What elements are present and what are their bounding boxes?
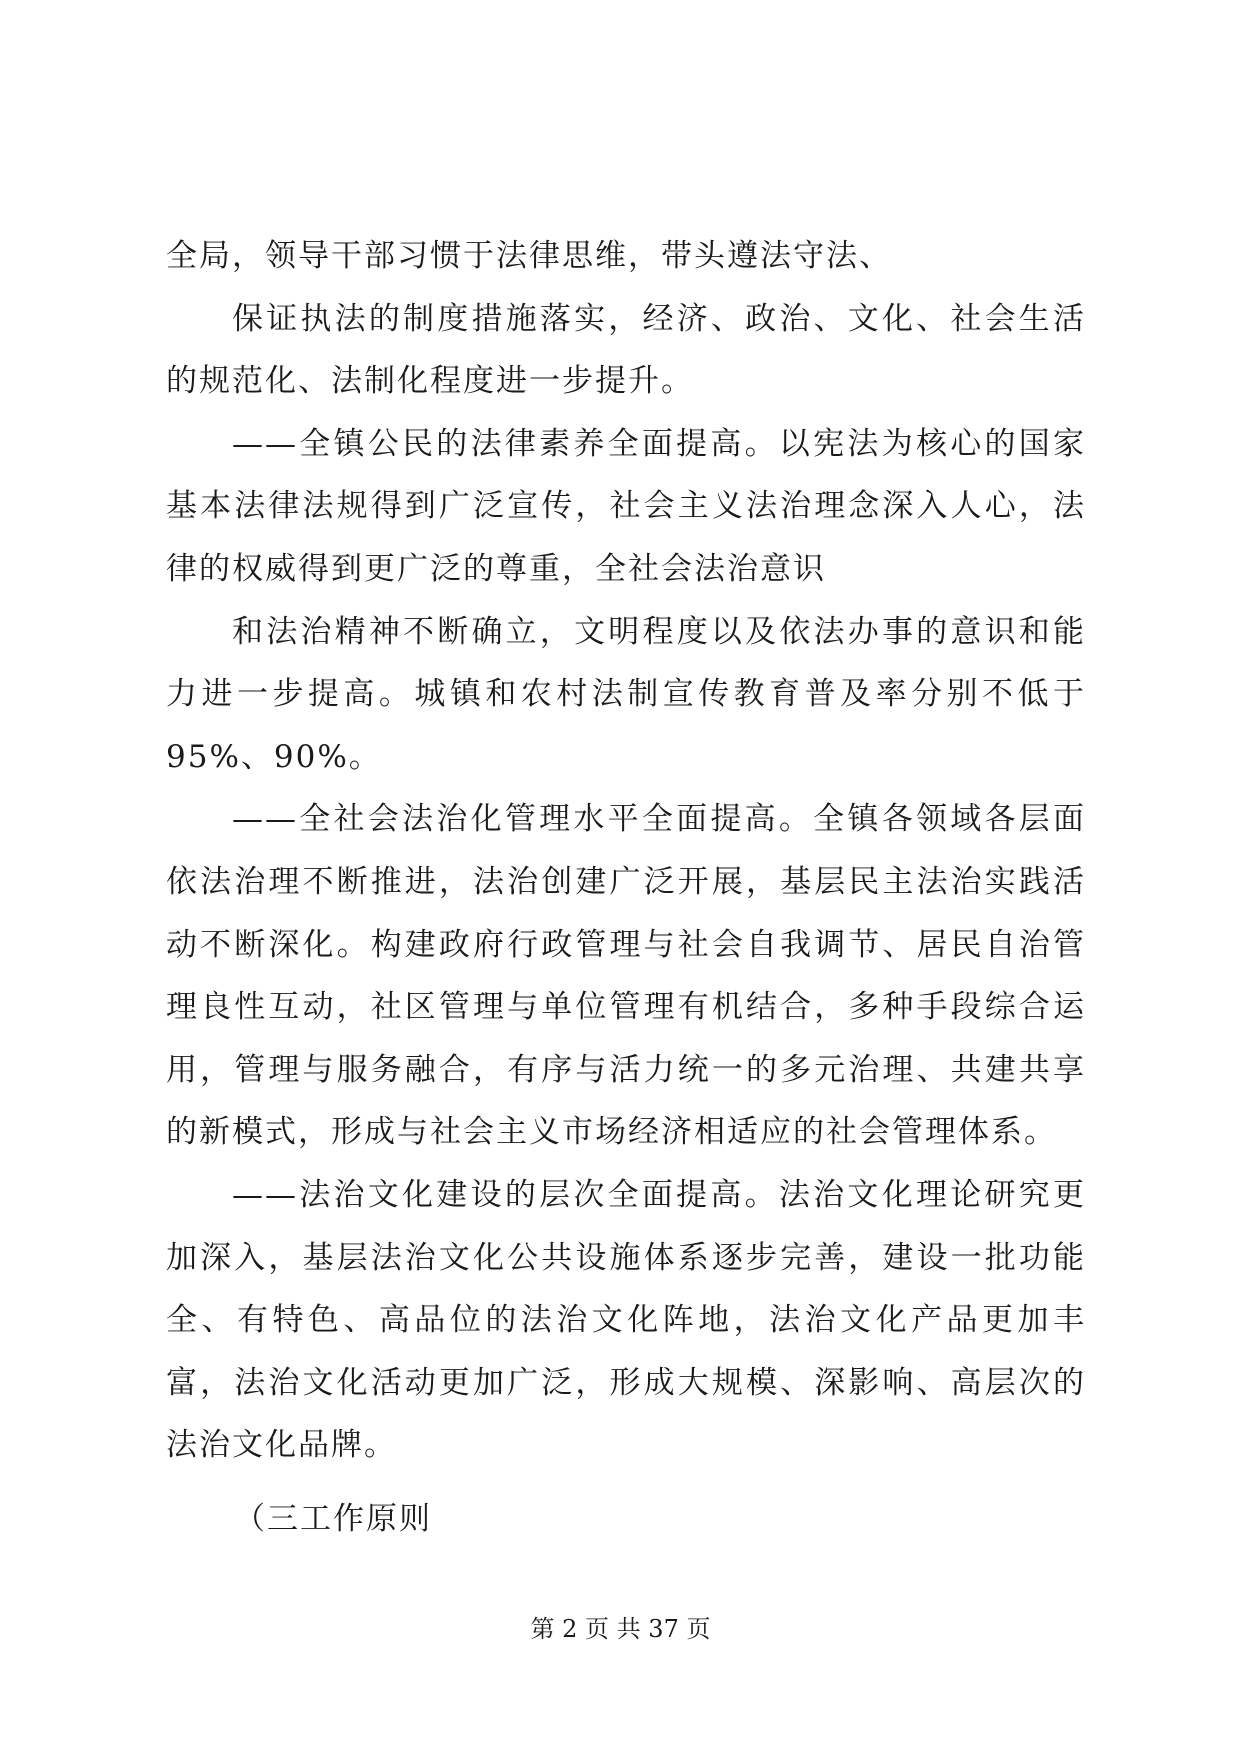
page-footer: 第 2 页 共 37 页 bbox=[530, 1615, 711, 1643]
paragraph-2: 保证执法的制度措施落实，经济、政治、文化、社会生活的规范化、法制化程度进一步提升。 bbox=[166, 300, 1086, 400]
paragraph-4: 和法治精神不断确立，文明程度以及依法办事的意识和能力进一步提高。城镇和农村法制宣传教育普及率分别不低于 95%、90%。 bbox=[166, 613, 1086, 775]
paragraph-1: 全局，领导干部习惯于法律思维，带头遵法守法、 bbox=[166, 238, 892, 274]
document-body bbox=[166, 225, 1086, 1477]
paragraph-5: ——全社会法治化管理水平全面提高。全镇各领域各层面依法治理不断推进，法治创建广泛开展，基层民主法治实践活动不断深化。构建政府行政管理与社会自我调节、居民自治管理良性互动，社区管理与单位管理有机结合，多种手段综合运用，管理与服务融合，有序与活力统一的多元治理、共建共享的新模式，形成与社会主义市场经济相适应的社会管理体系。 bbox=[166, 801, 1086, 1151]
paragraph-3: ——全镇公民的法律素养全面提高。以宪法为核心的国家基本法律法规得到广泛宣传，社会主义法治理念深入人心，法律的权威得到更广泛的尊重，全社会法治意识 bbox=[166, 425, 1086, 587]
paragraph-6: ——法治文化建设的层次全面提高。法治文化理论研究更加深入，基层法治文化公共设施体系逐步完善，建设一批功能全、有特色、高品位的法治文化阵地，法治文化产品更加丰富，法治文化活动更加广泛，形成大规模、深影响、高层次的法治文化品牌。 bbox=[166, 1176, 1086, 1464]
section-heading: （三工作原则 bbox=[234, 1501, 432, 1537]
